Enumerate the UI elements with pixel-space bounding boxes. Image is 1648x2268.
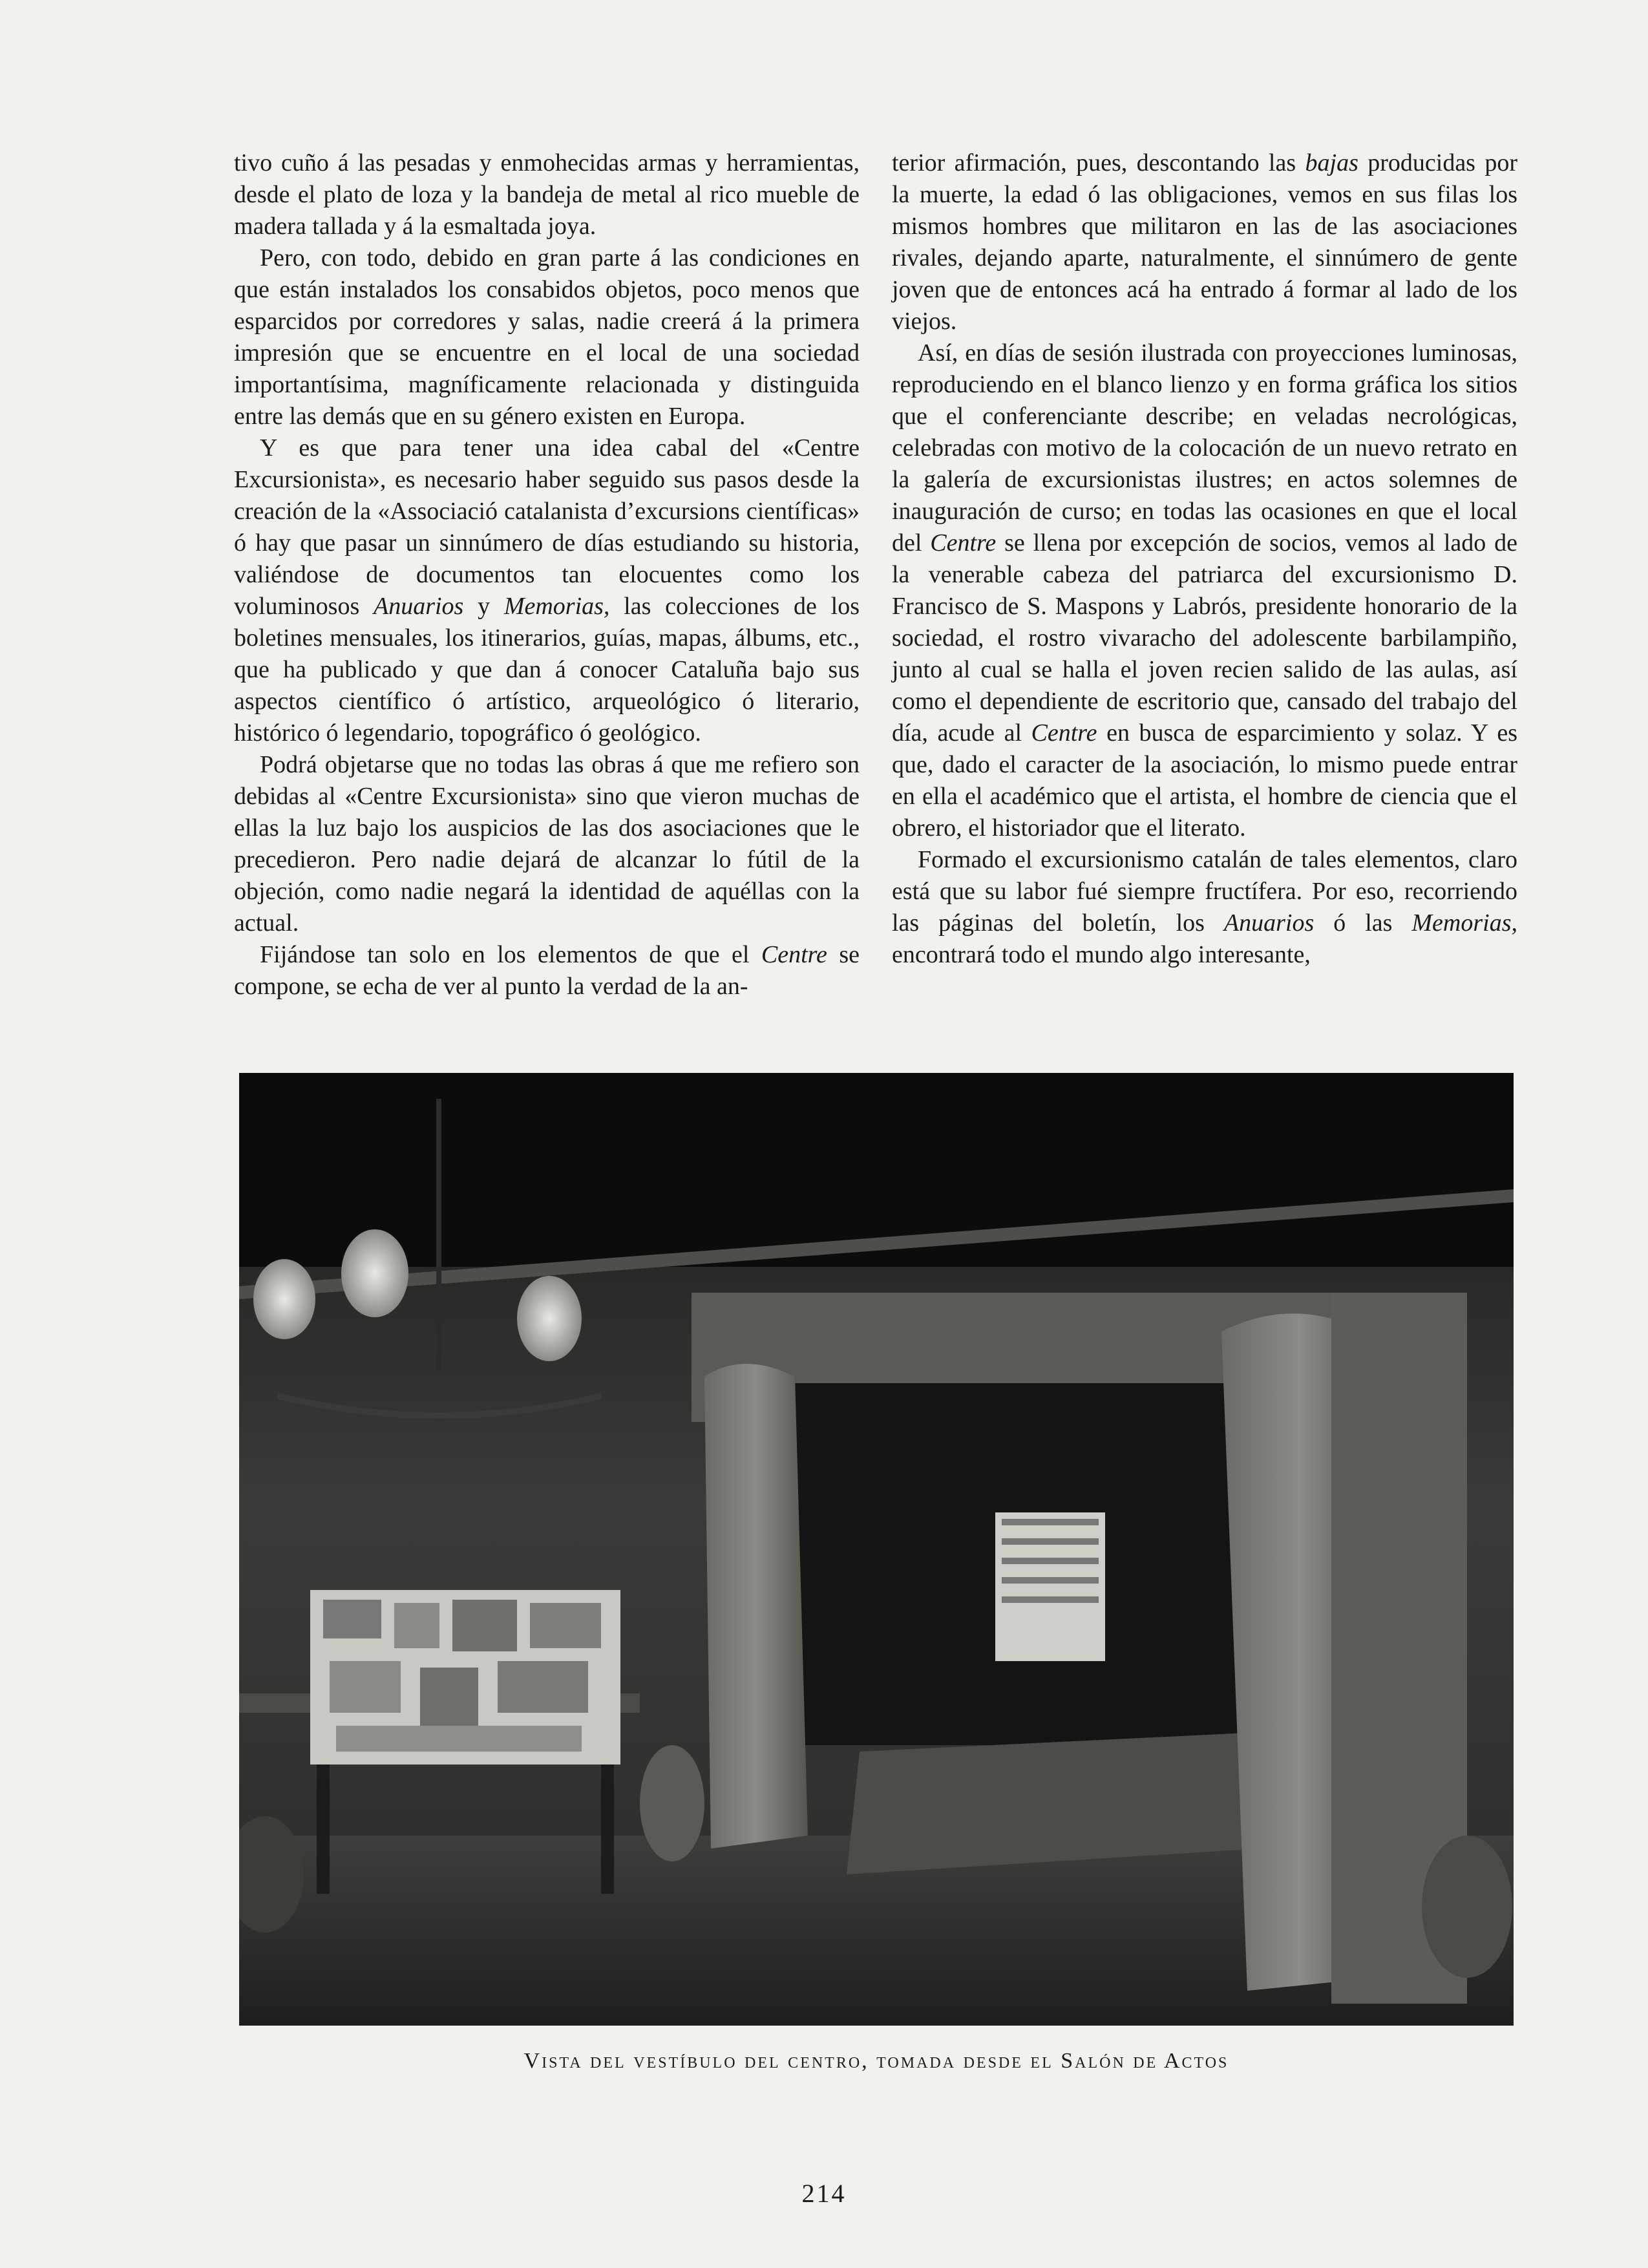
left-text-column	[234, 147, 860, 1002]
page-number: 214	[801, 2179, 847, 2208]
paragraph: Podrá objetarse que no todas las obras á que me refiero son debidas al «Centre Excursionista» sino que vieron muchas de ellas la luz bajo los auspicios de las dos asociaciones que le precedieron. Pero nadie dejará de alcanzar lo fútil de la objeción, como nadie negará la identidad de aquéllas con la actual.	[234, 751, 860, 937]
paragraph: Y es que para tener una idea cabal del «Centre Excursionista», es necesario haber seguido sus pasos desde la creación de la «Associació catalanista d’excursions científicas» ó hay que pasar un sinnúmero de días estudiando su historia, valiéndose de documentos tan elocuentes como los voluminosos Anuarios y Memorias, las colecciones de los boletines mensuales, los itinerarios, guías, mapas, álbums, etc., que ha publicado y que dan á conocer Cataluña bajo sus aspectos científico ó artístico, arqueológico ó literario, histórico ó legendario, topográfico ó geológico.	[234, 434, 860, 747]
paragraph: Formado el excursionismo catalán de tales elementos, claro está que su labor fué siempre fructífera. Por eso, recorriendo las páginas del boletín, los Anuarios ó las Memorias, encontrará todo el mundo algo interesante,	[892, 846, 1517, 968]
vestibule-photograph	[239, 1073, 1514, 2026]
paragraph: Fijándose tan solo en los elementos de que el Centre se compone, se echa de ver al punto la verdad de la an-	[234, 941, 860, 1000]
paragraph: Así, en días de sesión ilustrada con proyecciones luminosas, reproduciendo en el blanco lienzo y en forma gráfica los sitios que el conferenciante describe; en veladas necrológicas, celebradas con motivo de la colocación de un nuevo retrato en la galería de excursionistas ilustres; en actos solemnes de inauguración de curso; en todas las ocasiones en que el local del Centre se llena por excepción de socios, vemos al lado de la venerable cabeza del patriarca del excursionismo D. Francisco de S. Maspons y Labrós, presidente honorario de la sociedad, el rostro vivaracho del adolescente barbilampiño, junto al cual se halla el joven recien salido de las aulas, así como el dependiente de escritorio que, cansado del trabajo del día, acude al Centre en busca de esparcimiento y solaz. Y es que, dado el caracter de la asociación, lo mismo puede entrar en ella el académico que el artista, el hombre de ciencia que el obrero, el historiador que el literato.	[892, 339, 1517, 842]
photograph-illustration	[239, 1073, 1514, 2026]
paragraph: terior afirmación, pues, descontando las bajas producidas por la muerte, la edad ó las obligaciones, vemos en sus filas los mismos hombres que militaron en las de las asociaciones rivales, dejando aparte, naturalmente, el sinnúmero de gente joven que de entonces acá ha entrado á formar al lado de los viejos.	[892, 149, 1517, 335]
paragraph: tivo cuño á las pesadas y enmohecidas armas y herramientas, desde el plato de loza y la bandeja de metal al rico mueble de madera tallada y á la esmaltada joya.	[234, 149, 860, 240]
photo-caption: Vista del vestíbulo del centro, tomada desde el Salón de Actos	[523, 2049, 1229, 2073]
right-text-column	[892, 147, 1517, 971]
paragraph: Pero, con todo, debido en gran parte á las condiciones en que están instalados los consabidos objetos, poco menos que esparcidos por corredores y salas, nadie creerá á la primera impresión que se encuentre en el local de una sociedad importantísima, magníficamente relacionada y distinguida entre las demás que en su género existen en Europa.	[234, 244, 860, 430]
